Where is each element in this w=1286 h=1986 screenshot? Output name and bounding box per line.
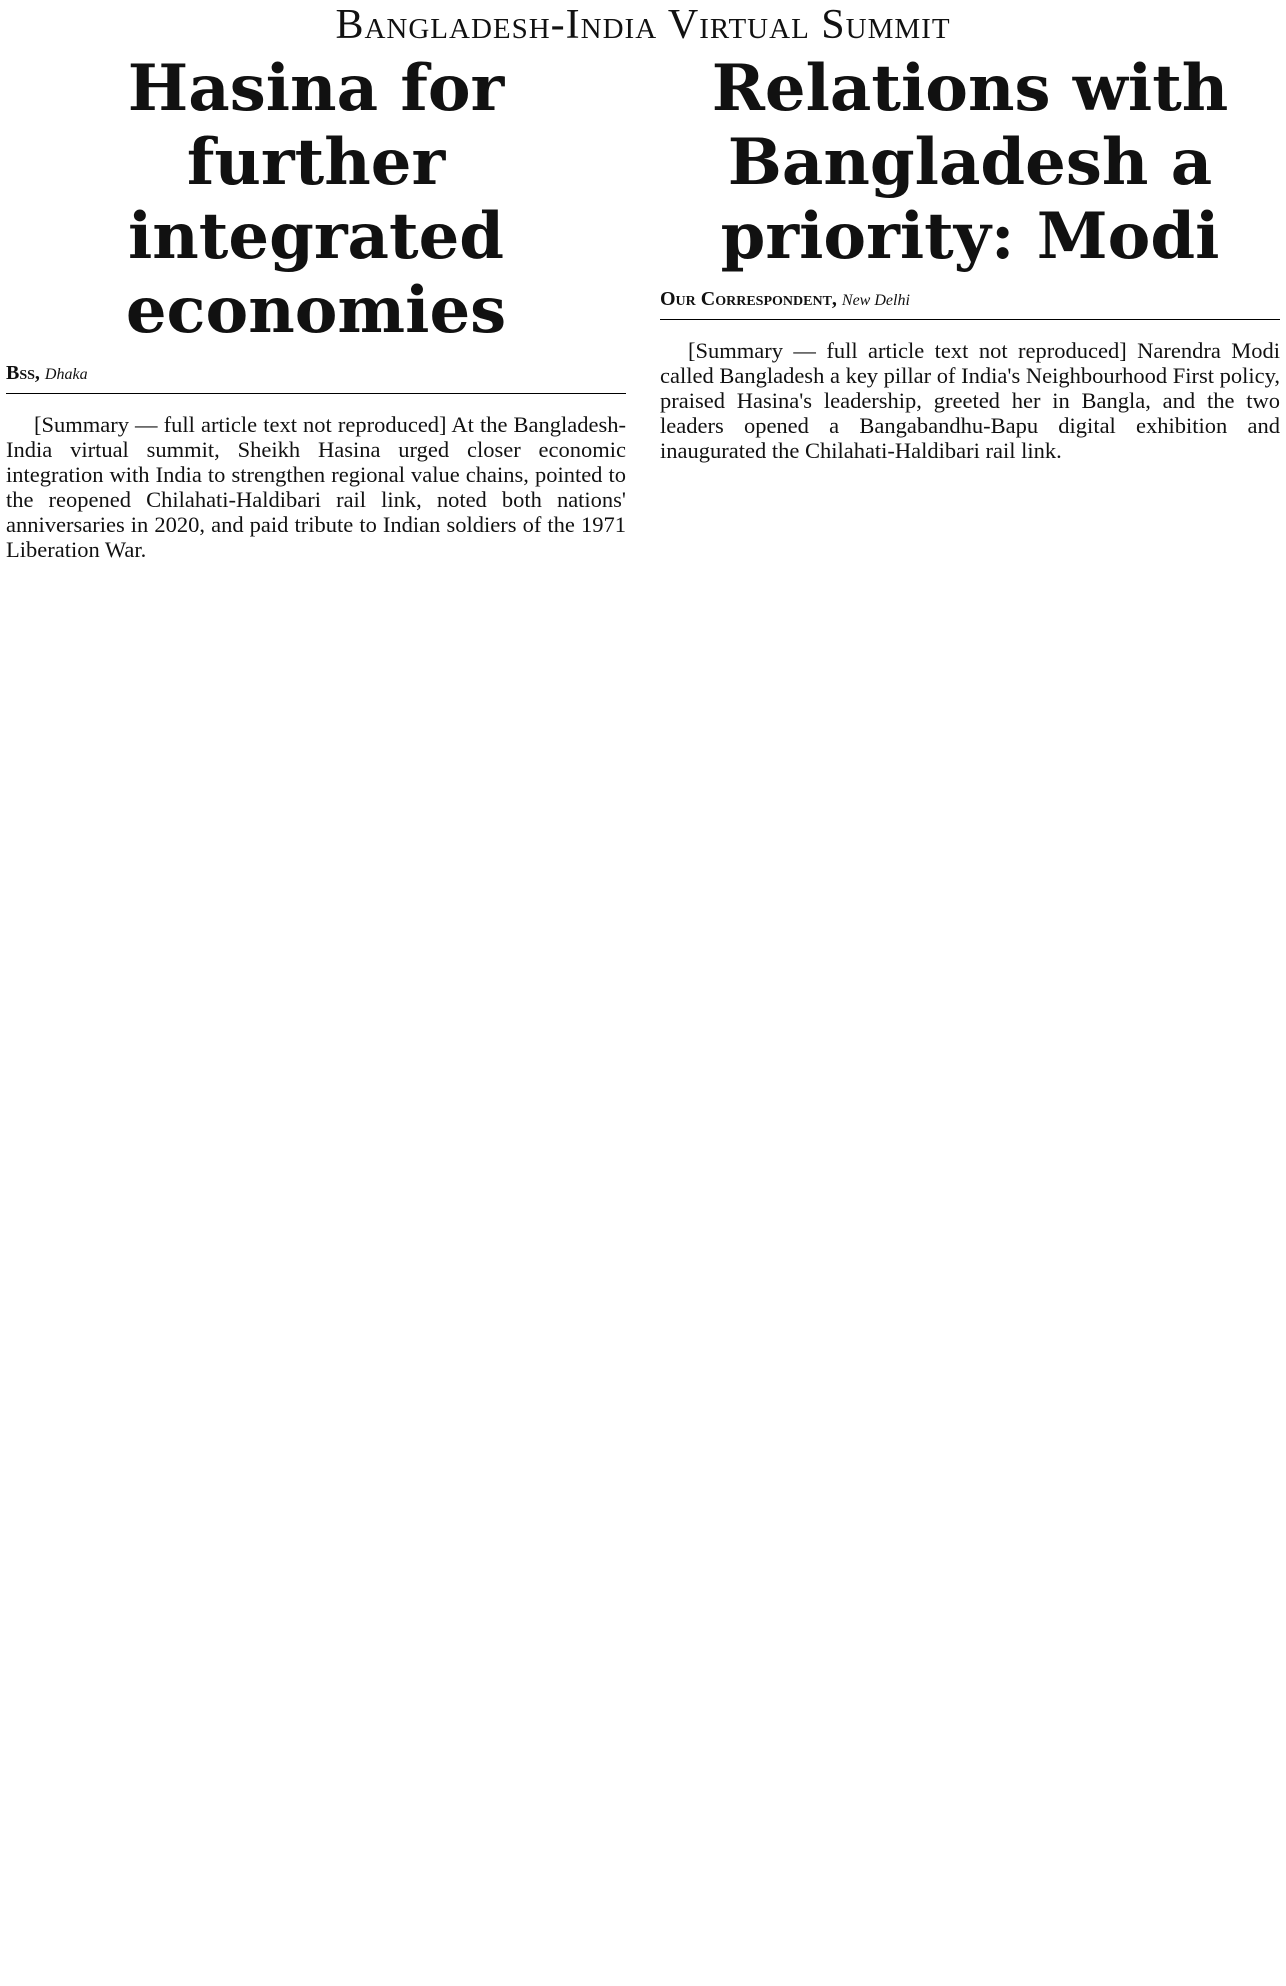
left-body-summary: [Summary — full article text not reproduced] At the Bangladesh-India virtual summit, Sheikh Hasina urged closer economic integration with India to strengthen regional value chains, pointed to the reopened Chilahati-Haldibari rail link, noted both nations' anniversaries in 2020, and paid tribute to Indian soldiers of the 1971 Liberation War.: [6, 412, 626, 562]
right-body-summary: [Summary — full article text not reproduced] Narendra Modi called Bangladesh a key pillar of India's Neighbourhood First policy, praised Hasina's leadership, greeted her in Bangla, and the two leaders opened a Bangabandhu-Bapu digital exhibition and inaugurated the Chilahati-Haldibari rail link.: [660, 338, 1280, 463]
left-article: [6, 48, 626, 562]
right-article: [660, 48, 1280, 463]
right-byline-place: New Delhi: [841, 292, 910, 309]
left-headline: Hasina for further integrated economies: [125, 51, 507, 348]
article-columns: [6, 48, 1280, 562]
right-byline: Our Correspondent, New Delhi: [660, 288, 1280, 320]
right-article-body: [660, 338, 1280, 463]
right-headline: Relations with Bangladesh a priority: Modi: [711, 51, 1229, 274]
left-byline: Bss, Dhaka: [6, 362, 626, 394]
section-label: Bangladesh-India Virtual Summit: [335, 2, 951, 48]
right-byline-source: Our Correspondent: [660, 288, 832, 310]
left-byline-place: Dhaka: [44, 366, 88, 383]
left-article-body: [6, 412, 626, 562]
left-byline-source: Bss: [6, 362, 35, 384]
newspaper-page: [0, 2, 1286, 1986]
